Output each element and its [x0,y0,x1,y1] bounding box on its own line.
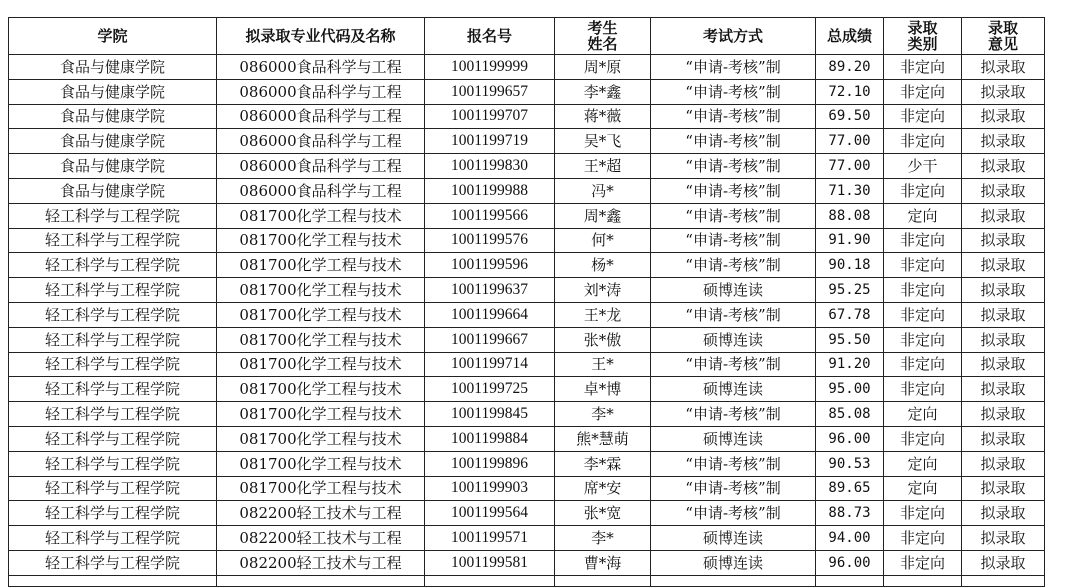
table-row [9,154,1045,179]
cell-total-score: 95.00 [816,377,884,402]
cell-admission-opinion: 拟录取 [962,79,1045,104]
cell-admission-type: 非定向 [884,79,962,104]
cell-total-score: 71.30 [816,178,884,203]
cell-registration-no: 1001199884 [425,426,555,451]
table-row [9,278,1045,303]
cell-admission-opinion: 拟录取 [962,476,1045,501]
cell-registration-no: 1001199725 [425,377,555,402]
cell-exam-method: “申请-考核”制 [651,154,816,179]
cell-major: 081700化学工程与技术 [217,377,425,402]
cell-college: 轻工科学与工程学院 [9,526,217,551]
cell-major: 086000食品科学与工程 [217,104,425,129]
cell-admission-opinion: 拟录取 [962,55,1045,80]
cell-exam-method: “申请-考核”制 [651,451,816,476]
cell-college: 食品与健康学院 [9,104,217,129]
cell-exam-method: “申请-考核”制 [651,253,816,278]
cell-admission-opinion: 拟录取 [962,154,1045,179]
cell-exam-method: “申请-考核”制 [651,55,816,80]
cell-major: 081700化学工程与技术 [217,228,425,253]
cell-total-score: 77.00 [816,129,884,154]
cell-total-score: 67.78 [816,302,884,327]
table-row [9,203,1045,228]
table-row [9,129,1045,154]
cell-major: 081700化学工程与技术 [217,451,425,476]
header-exam-method: 考试方式 [651,18,816,55]
cell-college: 食品与健康学院 [9,129,217,154]
cell-candidate-name: 王* [555,352,651,377]
cell-admission-opinion: 拟录取 [962,104,1045,129]
cell-admission-type: 定向 [884,476,962,501]
cell-major: 081700化学工程与技术 [217,253,425,278]
cell-total-score: 89.65 [816,476,884,501]
cell-college: 食品与健康学院 [9,55,217,80]
cell-total-score: 88.73 [816,501,884,526]
cell-candidate-name: 何* [555,228,651,253]
cell-registration-no: 1001199581 [425,550,555,575]
cell-major: 082200轻工技术与工程 [217,501,425,526]
cell-candidate-name: 席*安 [555,476,651,501]
cell-college: 轻工科学与工程学院 [9,402,217,427]
table-row [9,327,1045,352]
cell-college: 食品与健康学院 [9,79,217,104]
cell-registration-no: 1001199830 [425,154,555,179]
cell-admission-opinion: 拟录取 [962,228,1045,253]
cell-admission-opinion: 拟录取 [962,253,1045,278]
cell-major: 082200轻工技术与工程 [217,526,425,551]
cell-registration-no: 1001199664 [425,302,555,327]
header-total-score: 总成绩 [816,18,884,55]
cell-admission-type: 定向 [884,451,962,476]
table-body [9,55,1045,587]
cell-admission-type: 非定向 [884,104,962,129]
cell-admission-type: 非定向 [884,55,962,80]
cell-exam-method: “申请-考核”制 [651,501,816,526]
cell-exam-method: 硕博连读 [651,550,816,575]
cell-total-score: 77.00 [816,154,884,179]
cell-candidate-name: 熊*慧萌 [555,426,651,451]
cell-admission-type: 非定向 [884,129,962,154]
cell-candidate-name: 周*原 [555,55,651,80]
header-admission-type: 录取 类别 [884,18,962,55]
cell-exam-method: “申请-考核”制 [651,203,816,228]
cell-total-score: 69.50 [816,104,884,129]
cell-exam-method: “申请-考核”制 [651,302,816,327]
cell-registration-no: 1001199999 [425,55,555,80]
cell-registration-no: 1001199571 [425,526,555,551]
cell-major: 081700化学工程与技术 [217,352,425,377]
cell-registration-no: 1001199719 [425,129,555,154]
cell-candidate-name: 杨* [555,253,651,278]
admission-table [8,17,1045,587]
cell-admission-opinion: 拟录取 [962,203,1045,228]
header-candidate-name: 考生 姓名 [555,18,651,55]
cell-admission-opinion: 拟录取 [962,402,1045,427]
cell-total-score: 91.90 [816,228,884,253]
cell-registration-no: 1001199637 [425,278,555,303]
cell-total-score: 72.10 [816,79,884,104]
cell-exam-method: “申请-考核”制 [651,352,816,377]
cell-registration-no: 1001199896 [425,451,555,476]
cell-admission-type: 定向 [884,203,962,228]
cell-candidate-name: 冯* [555,178,651,203]
table-row [9,426,1045,451]
cell-total-score: 96.00 [816,426,884,451]
cell-total-score: 90.18 [816,253,884,278]
cell-candidate-name: 李*鑫 [555,79,651,104]
cell-exam-method: 硕博连读 [651,526,816,551]
cell-admission-type: 非定向 [884,501,962,526]
cell-registration-no: 1001199707 [425,104,555,129]
cell-college: 轻工科学与工程学院 [9,203,217,228]
cell-total-score: 96.00 [816,550,884,575]
cell-candidate-name: 蒋*薇 [555,104,651,129]
cell-candidate-name: 李* [555,402,651,427]
cell-major: 086000食品科学与工程 [217,55,425,80]
cell-major: 086000食品科学与工程 [217,154,425,179]
header-major: 拟录取专业代码及名称 [217,18,425,55]
cell-college: 轻工科学与工程学院 [9,278,217,303]
cell-candidate-name: 张*傲 [555,327,651,352]
table-row [9,352,1045,377]
cell-candidate-name: 卓*博 [555,377,651,402]
cell-exam-method: “申请-考核”制 [651,402,816,427]
cell-college: 轻工科学与工程学院 [9,352,217,377]
table-row [9,526,1045,551]
table-row [9,476,1045,501]
cell-major: 081700化学工程与技术 [217,327,425,352]
cell-major: 086000食品科学与工程 [217,129,425,154]
cell-admission-type: 非定向 [884,228,962,253]
cell-college: 轻工科学与工程学院 [9,228,217,253]
cell-major: 086000食品科学与工程 [217,178,425,203]
cell-admission-opinion: 拟录取 [962,327,1045,352]
cell-exam-method: “申请-考核”制 [651,79,816,104]
cell-registration-no: 1001199714 [425,352,555,377]
cell-major: 081700化学工程与技术 [217,203,425,228]
cell-exam-method: 硕博连读 [651,278,816,303]
cell-major: 086000食品科学与工程 [217,79,425,104]
cell-exam-method: “申请-考核”制 [651,476,816,501]
cell-admission-opinion: 拟录取 [962,426,1045,451]
header-row [9,18,1045,55]
table-row [9,55,1045,80]
table-row [9,550,1045,575]
cell-admission-opinion: 拟录取 [962,302,1045,327]
cell-admission-opinion: 拟录取 [962,451,1045,476]
cell-total-score: 95.50 [816,327,884,352]
cell-exam-method: 硕博连读 [651,327,816,352]
cell-registration-no: 1001199657 [425,79,555,104]
cell-admission-opinion: 拟录取 [962,278,1045,303]
cell-college: 轻工科学与工程学院 [9,327,217,352]
table-row [9,377,1045,402]
cell-college: 轻工科学与工程学院 [9,253,217,278]
table-row [9,253,1045,278]
cell-admission-type: 非定向 [884,302,962,327]
cell-total-score: 89.20 [816,55,884,80]
cell-candidate-name: 张*宽 [555,501,651,526]
cell-candidate-name: 李*霖 [555,451,651,476]
cell-admission-type: 非定向 [884,352,962,377]
cell-total-score: 88.08 [816,203,884,228]
cell-candidate-name: 刘*涛 [555,278,651,303]
header-college: 学院 [9,18,217,55]
cell-exam-method: “申请-考核”制 [651,104,816,129]
cell-admission-type: 非定向 [884,526,962,551]
cell-college: 轻工科学与工程学院 [9,377,217,402]
cell-candidate-name: 曹*海 [555,550,651,575]
table-row [9,451,1045,476]
cell-exam-method: “申请-考核”制 [651,228,816,253]
cell-total-score: 94.00 [816,526,884,551]
cell-candidate-name: 李* [555,526,651,551]
cell-college: 轻工科学与工程学院 [9,426,217,451]
cell-candidate-name: 王*超 [555,154,651,179]
cell-admission-type: 非定向 [884,426,962,451]
cell-exam-method: “申请-考核”制 [651,178,816,203]
cell-candidate-name: 王*龙 [555,302,651,327]
cell-exam-method: “申请-考核”制 [651,129,816,154]
cell-registration-no: 1001199667 [425,327,555,352]
cell-exam-method: 硕博连读 [651,426,816,451]
cell-admission-type: 定向 [884,402,962,427]
table-row [9,302,1045,327]
cell-total-score: 95.25 [816,278,884,303]
cell-admission-opinion: 拟录取 [962,526,1045,551]
cell-exam-method: 硕博连读 [651,377,816,402]
table-row [9,501,1045,526]
cell-major: 081700化学工程与技术 [217,302,425,327]
cell-admission-type: 非定向 [884,327,962,352]
cell-major: 081700化学工程与技术 [217,278,425,303]
cell-admission-opinion: 拟录取 [962,377,1045,402]
cell-registration-no: 1001199988 [425,178,555,203]
table-row [9,79,1045,104]
cell-admission-type: 非定向 [884,278,962,303]
header-registration-no: 报名号 [425,18,555,55]
table-row [9,228,1045,253]
cell-college: 轻工科学与工程学院 [9,550,217,575]
cell-admission-opinion: 拟录取 [962,550,1045,575]
cell-registration-no: 1001199596 [425,253,555,278]
cell-college: 食品与健康学院 [9,178,217,203]
cell-major: 081700化学工程与技术 [217,476,425,501]
cell-admission-opinion: 拟录取 [962,501,1045,526]
cell-total-score: 90.53 [816,451,884,476]
table-row [9,402,1045,427]
cell-total-score: 91.20 [816,352,884,377]
table-row [9,178,1045,203]
cell-admission-type: 非定向 [884,253,962,278]
table-row [9,104,1045,129]
cell-major: 082200轻工技术与工程 [217,550,425,575]
cell-registration-no: 1001199564 [425,501,555,526]
cell-admission-type: 少干 [884,154,962,179]
cell-admission-opinion: 拟录取 [962,352,1045,377]
cell-total-score: 85.08 [816,402,884,427]
cell-registration-no: 1001199566 [425,203,555,228]
cell-registration-no: 1001199576 [425,228,555,253]
cell-major: 081700化学工程与技术 [217,402,425,427]
cell-college: 轻工科学与工程学院 [9,501,217,526]
cell-college: 食品与健康学院 [9,154,217,179]
cell-admission-type: 非定向 [884,550,962,575]
cell-candidate-name: 吴*飞 [555,129,651,154]
cell-registration-no: 1001199845 [425,402,555,427]
header-admission-opinion: 录取 意见 [962,18,1045,55]
cell-admission-type: 非定向 [884,377,962,402]
cell-admission-opinion: 拟录取 [962,129,1045,154]
cell-college: 轻工科学与工程学院 [9,302,217,327]
cell-major: 081700化学工程与技术 [217,426,425,451]
cell-admission-type: 非定向 [884,178,962,203]
cell-college: 轻工科学与工程学院 [9,451,217,476]
cell-college: 轻工科学与工程学院 [9,476,217,501]
cell-admission-opinion: 拟录取 [962,178,1045,203]
cell-registration-no: 1001199903 [425,476,555,501]
cell-candidate-name: 周*鑫 [555,203,651,228]
